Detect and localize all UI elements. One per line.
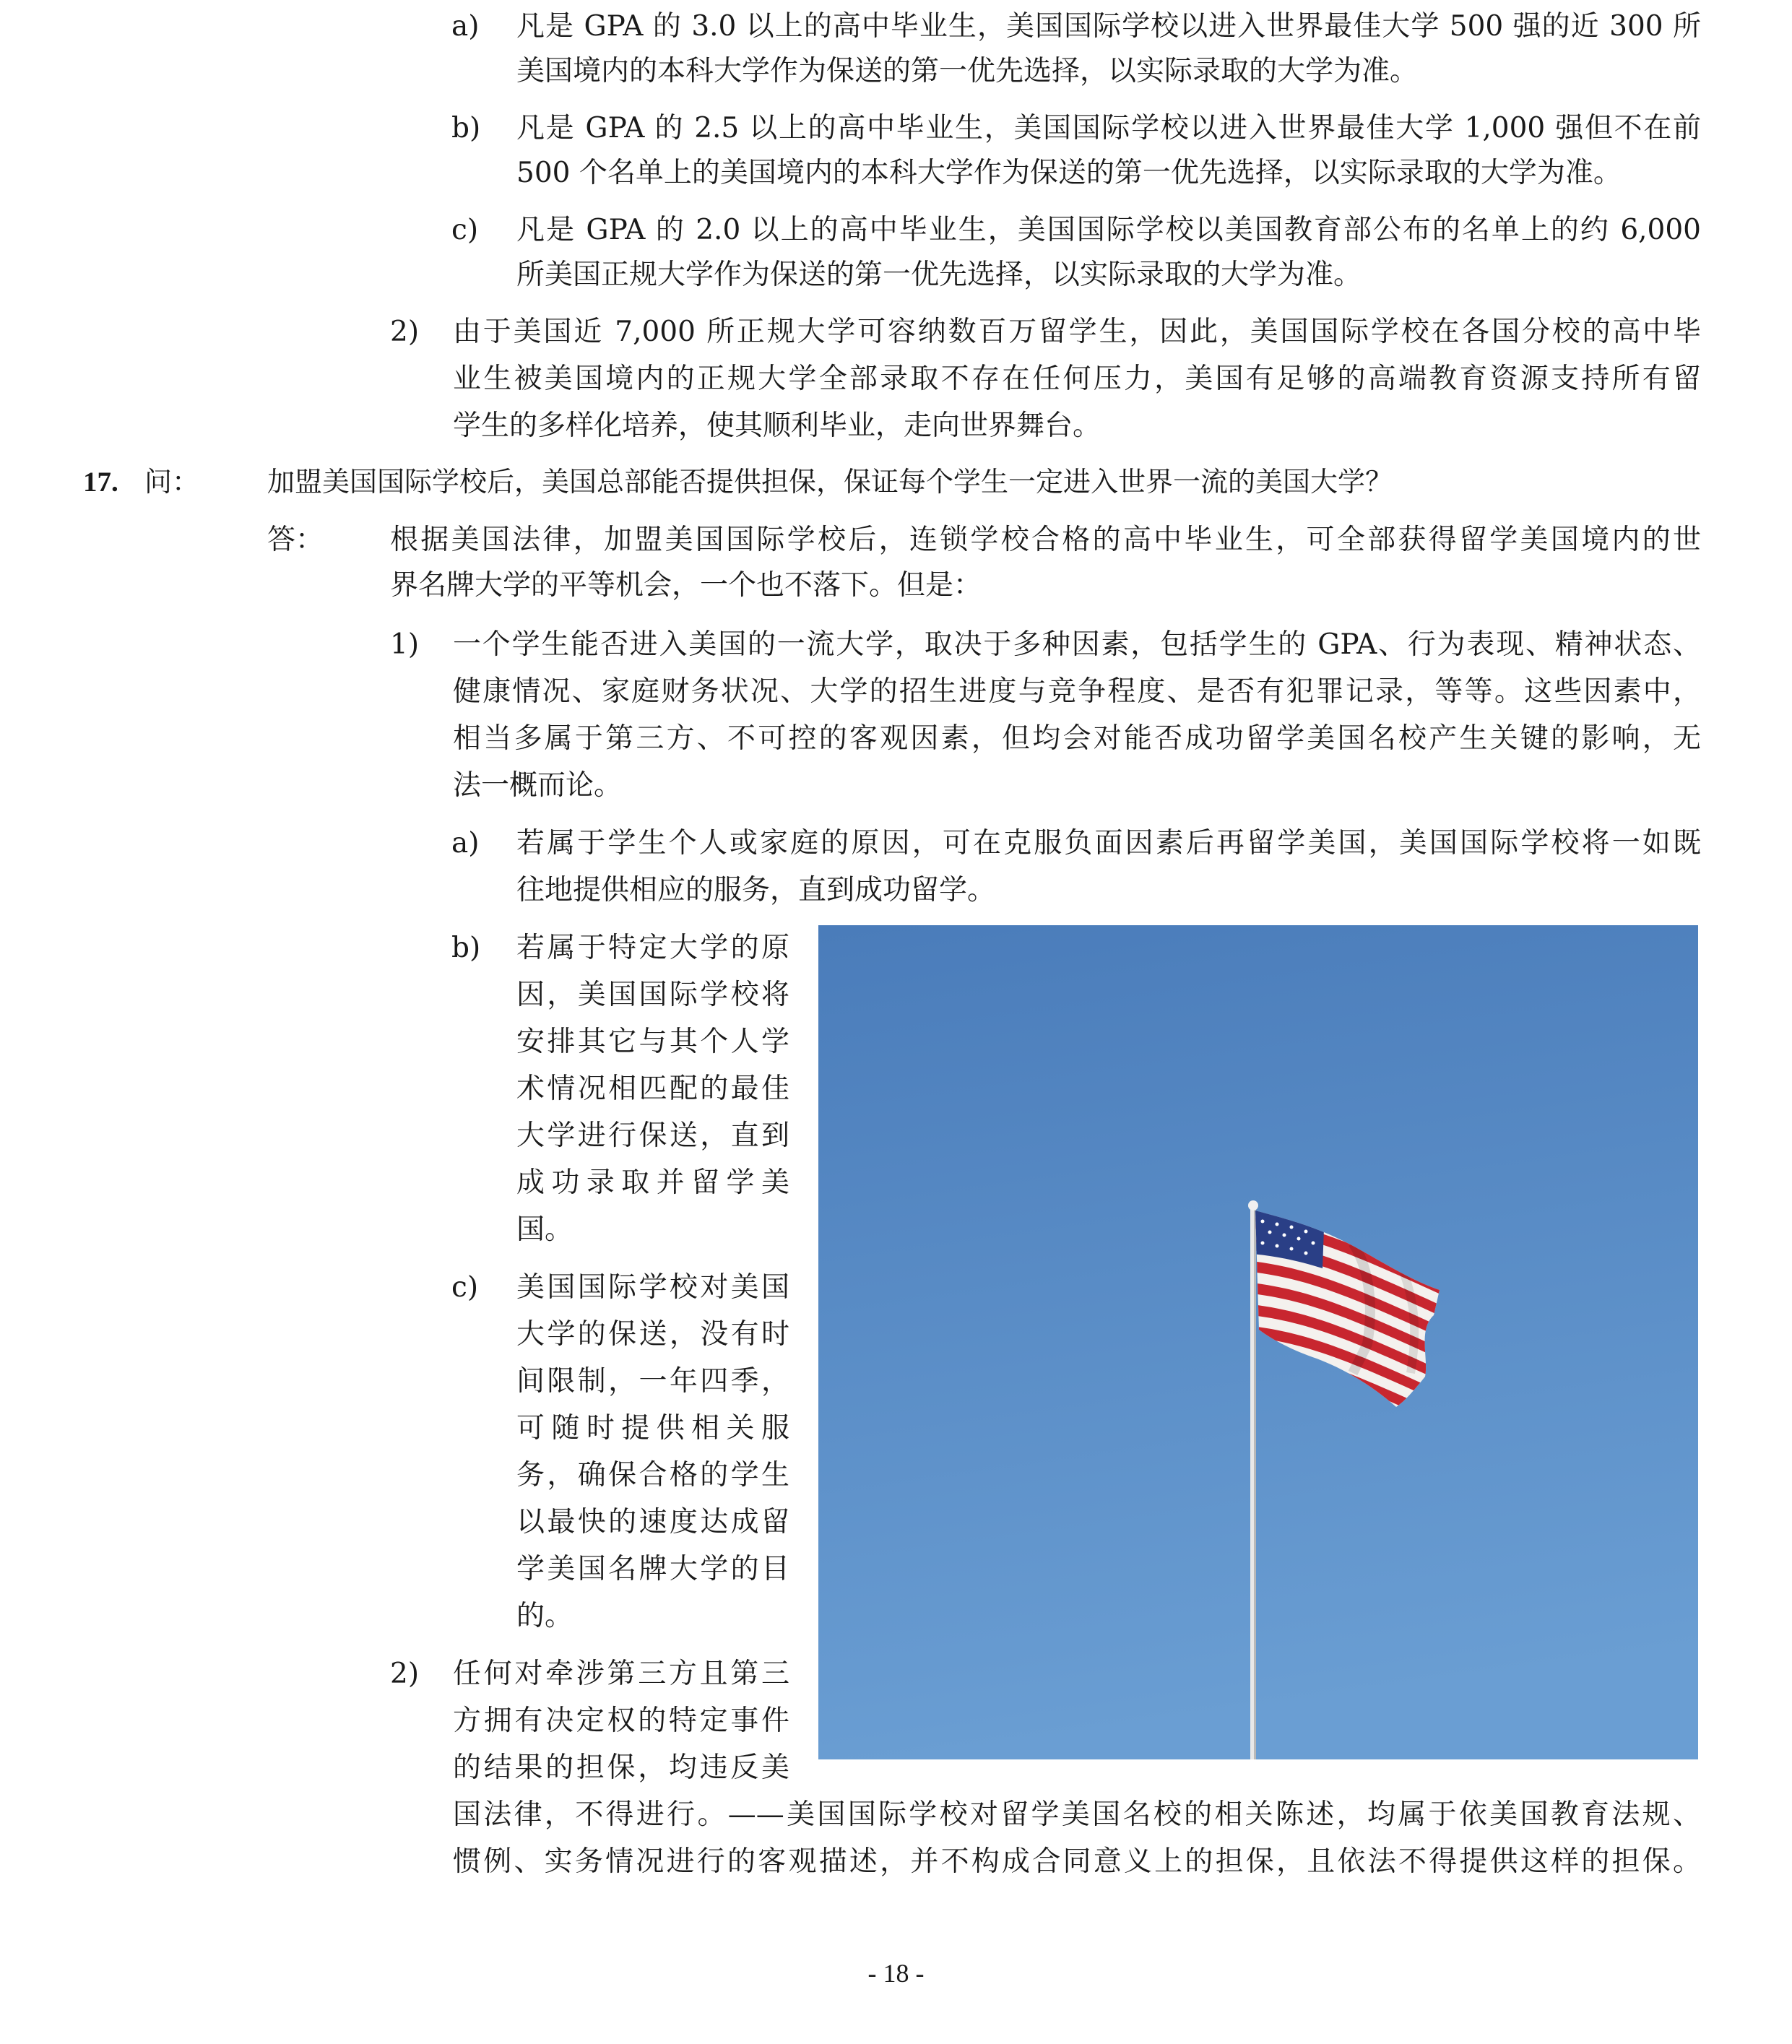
point2-line: 方拥有决定权的特定事件 bbox=[453, 1705, 789, 1737]
answer-label: 答： bbox=[267, 524, 324, 556]
sub-b-line: 国。 bbox=[516, 1213, 573, 1246]
item-2-label: 2) bbox=[390, 316, 420, 348]
page-number: - 18 - bbox=[867, 1959, 925, 1988]
question-text: 加盟美国国际学校后，美国总部能否提供担保，保证每个学生一定进入世界一流的美国大学？ bbox=[267, 466, 1393, 498]
sub-a-line1: 若属于学生个人或家庭的原因，可在克服负面因素后再留学美国，美国国际学校将一如既 bbox=[516, 827, 1701, 859]
sub-c-line: 学美国名牌大学的目 bbox=[516, 1553, 789, 1585]
point2-line: 任何对牵涉第三方且第三 bbox=[453, 1658, 789, 1690]
item-2-line3: 学生的多样化培养，使其顺利毕业，走向世界舞台。 bbox=[453, 410, 1101, 442]
point1-line1: 一个学生能否进入美国的一流大学，取决于多种因素，包括学生的 GPA、行为表现、精神状态、 bbox=[453, 628, 1701, 661]
sub-c-line: 美国国际学校对美国 bbox=[516, 1271, 789, 1304]
sub-c-label: c) bbox=[451, 1271, 479, 1304]
answer-line2: 界名牌大学的平等机会，一个也不落下。但是： bbox=[390, 569, 982, 602]
point1-label: 1) bbox=[390, 628, 420, 661]
american-flag-photo bbox=[818, 925, 1698, 1759]
item-c-line2: 所美国正规大学作为保送的第一优先选择，以实际录取的大学为准。 bbox=[516, 259, 1362, 291]
item-a-line2: 美国境内的本科大学作为保送的第一优先选择，以实际录取的大学为准。 bbox=[516, 55, 1419, 87]
sub-b-line: 因，美国国际学校将 bbox=[516, 979, 789, 1011]
sub-c-line: 大学的保送，没有时 bbox=[516, 1318, 789, 1351]
point1-line4: 法一概而论。 bbox=[453, 769, 623, 802]
item-c-line1: 凡是 GPA 的 2.0 以上的高中毕业生，美国国际学校以美国教育部公布的名单上的约 6,000 bbox=[516, 214, 1701, 246]
item-a-label: a) bbox=[451, 10, 480, 43]
item-b-label: b) bbox=[451, 112, 481, 144]
sub-c-line: 以最快的速度达成留 bbox=[516, 1506, 789, 1538]
item-c-label: c) bbox=[451, 214, 479, 246]
item-2-line1: 由于美国近 7,000 所正规大学可容纳数百万留学生，因此，美国国际学校在各国分校的高中毕 bbox=[453, 316, 1701, 348]
sub-a-label: a) bbox=[451, 827, 480, 859]
item-b-line2: 500 个名单上的美国境内的本科大学作为保送的第一优先选择，以实际录取的大学为准。 bbox=[516, 157, 1622, 189]
sub-c-line: 的。 bbox=[516, 1600, 573, 1632]
point1-line2: 健康情况、家庭财务状况、大学的招生进度与竞争程度、是否有犯罪记录，等等。这些因素中， bbox=[453, 675, 1701, 708]
point2-line5: 惯例、实务情况进行的客观描述，并不构成合同意义上的担保，且依法不得提供这样的担保。 bbox=[453, 1845, 1701, 1878]
item-2-line2: 业生被美国境内的正规大学全部录取不存在任何压力，美国有足够的高端教育资源支持所有留 bbox=[453, 363, 1701, 395]
question-label: 问： bbox=[144, 466, 200, 498]
sub-b-label: b) bbox=[451, 932, 481, 964]
sub-b-line: 若属于特定大学的原 bbox=[516, 932, 789, 964]
sub-c-line: 间限制，一年四季， bbox=[516, 1365, 789, 1398]
item-a-line1: 凡是 GPA 的 3.0 以上的高中毕业生，美国国际学校以进入世界最佳大学 500 强的近 300 所 bbox=[516, 10, 1701, 43]
sub-c-line: 务，确保合格的学生 bbox=[516, 1459, 789, 1491]
sub-b-line: 大学进行保送，直到 bbox=[516, 1120, 789, 1152]
sub-a-line2: 往地提供相应的服务，直到成功留学。 bbox=[516, 874, 996, 906]
point2-line: 的结果的担保，均违反美 bbox=[453, 1751, 789, 1784]
sky-background bbox=[818, 925, 1698, 1759]
sub-b-line: 安排其它与其个人学 bbox=[516, 1026, 789, 1058]
point2-line4: 国法律，不得进行。——美国国际学校对留学美国名校的相关陈述，均属于依美国教育法规、 bbox=[453, 1798, 1701, 1831]
answer-line1: 根据美国法律，加盟美国国际学校后，连锁学校合格的高中毕业生，可全部获得留学美国境内的世 bbox=[390, 524, 1701, 556]
question-number: 17. bbox=[83, 467, 118, 498]
sub-b-line: 成功录取并留学美 bbox=[516, 1166, 789, 1199]
pole-finial bbox=[1248, 1200, 1258, 1211]
point1-line3: 相当多属于第三方、不可控的客观因素，但均会对能否成功留学美国名校产生关键的影响，无 bbox=[453, 722, 1701, 755]
sub-b-line: 术情况相匹配的最佳 bbox=[516, 1073, 789, 1105]
sub-c-line: 可随时提供相关服 bbox=[516, 1412, 789, 1445]
item-b-line1: 凡是 GPA 的 2.5 以上的高中毕业生，美国国际学校以进入世界最佳大学 1,000 强但不在前 bbox=[516, 112, 1701, 144]
point2-label: 2) bbox=[390, 1658, 420, 1690]
